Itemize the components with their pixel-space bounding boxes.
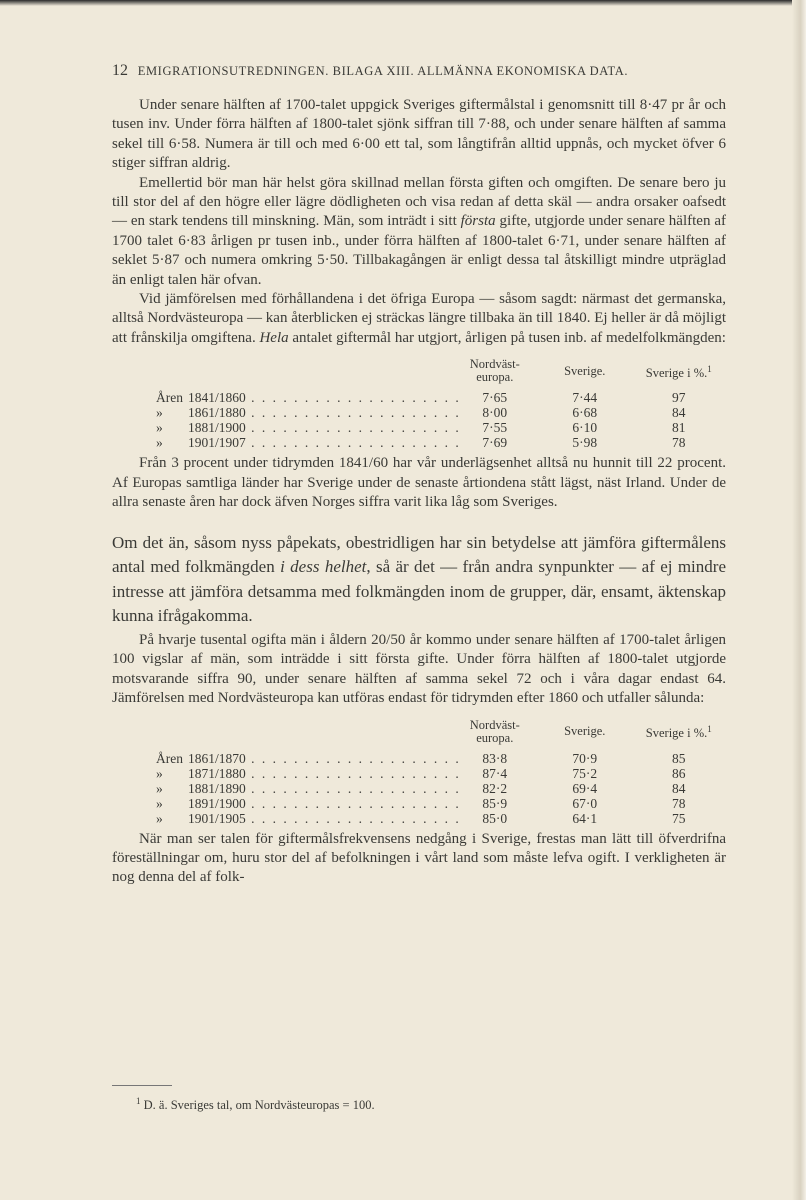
page-edge-top [0,0,806,6]
cell-sverige: 69·4 [572,780,598,796]
table2-body [156,751,717,826]
row-label: » [156,435,163,451]
footnote [136,1096,375,1113]
cell-nordvasteuropa: 7·55 [482,420,508,436]
paragraph-3-emphasis: Hela [259,329,289,346]
table-row [156,751,717,766]
page-number: 12 [112,62,128,79]
leader-dots: . . . . . . . . . . . . . . . . . . . . [245,390,461,406]
cell-sverige: 7·44 [572,390,598,406]
cell-sverige-pct: 85 [672,750,686,766]
row-period [156,435,461,450]
row-period [156,811,461,826]
cell-sverige-pct: 75 [672,810,686,826]
cell-sverige: 6·68 [572,405,598,421]
row-label: » [156,420,163,436]
table-row [156,766,717,781]
leader-dots: . . . . . . . . . . . . . . . . . . . . [245,435,461,451]
table-row [156,405,717,420]
paragraph-2-text-a: Emellertid bör man här helst göra skillnad mellan första giften och omgiften. De senare bero ju till stor del af den högre eller lägre dödligheten och visa redan af detta skäl — andra orsaker oafsedt — en stark tendens till minskning. Män, som inträdt i sitt [112,174,726,230]
footnote-text: D. ä. Sveriges tal, om Nordvästeuropas = 100. [143,1098,375,1113]
table-row [156,435,717,450]
cell-sverige-pct: 84 [672,780,686,796]
paragraph-1: Under senare hälften af 1700-talet uppgick Sveriges giftermålstal i genomsnitt till 8·47 pr år och tusen inv. Under förra hälften af 1800-talet sjönk siffran till 7·88, och under senare hälften af samma sekel till 6·58. Numera är till och med 6·00 ett tal, som långtifrån alltid uppnås, och mycket öfver 6 stiger siffran aldrig. [112,97,726,172]
cell-sverige-pct: 81 [672,420,686,436]
cell-nordvasteuropa: 83·8 [482,750,508,766]
paragraph-2-text-b: gifte, utgjorde under senare hälften af 1700 talet 6·83 årligen pr tusen inb., under förra hälften af 1800-talet 6·71, under senare hälften af seklet 5·87 och numera omkring 5·50. Tillbakagången är enligt dessa tal åtskilligt mindre utpräglad än enligt talen här ofvan. [112,213,726,288]
row-years: 1861/1880 [188,405,246,421]
row-period [156,751,461,766]
cell-sverige: 6·10 [572,420,598,436]
paragraph-6: På hvarje tusental ogifta män i åldern 20/50 år kommo under senare hälften af 1700-talet årligen 100 vigslar af män, som inträdde i sitt första gifte. Under förra hälften af 1800-talet utgjorde motsvarande siffra 90, under senare hälften af samma sekel 72 och i våra dagar endast 64. Jämförelsen med Nordvästeuropa kan utföras endast för tidrymden efter 1860 och utfaller sålunda: [112,631,726,707]
row-years: 1891/1900 [188,795,246,811]
first-marriage-table [156,719,717,826]
leader-dots: . . . . . . . . . . . . . . . . . . . . [245,405,461,421]
row-period [156,420,461,435]
cell-nordvasteuropa: 87·4 [482,765,508,781]
row-period [156,781,461,796]
cell-sverige: 64·1 [572,810,598,826]
row-years: 1841/1860 [188,390,246,406]
row-years: 1901/1905 [188,810,246,826]
cell-sverige: 70·9 [572,750,598,766]
cell-sverige-pct: 86 [672,765,686,781]
leader-dots: . . . . . . . . . . . . . . . . . . . . [245,780,461,796]
row-label: » [156,765,163,781]
cell-nordvasteuropa: 7·69 [482,435,508,451]
cell-sverige-pct: 78 [672,795,686,811]
row-years: 1881/1890 [188,780,246,796]
cell-nordvasteuropa: 85·0 [482,810,508,826]
row-years: 1871/1880 [188,765,246,781]
footnote-rule [112,1085,172,1086]
leader-dots: . . . . . . . . . . . . . . . . . . . . [245,765,461,781]
paragraph-3-text-b: antalet giftermål har utgjort, årligen på tusen inb. af medelfolkmängden: [288,329,726,346]
cell-sverige-pct: 78 [672,435,686,451]
marriage-rate-table [156,358,717,450]
running-header [112,62,724,80]
paragraph-2 [112,174,726,290]
page-edge-right [792,0,806,1200]
cell-sverige-pct: 84 [672,405,686,421]
row-label: Åren [156,390,183,406]
table2-header-se: Sverige. [564,724,606,738]
row-years: 1861/1870 [188,750,246,766]
row-label: » [156,405,163,421]
leader-dots: . . . . . . . . . . . . . . . . . . . . [245,795,461,811]
paragraph-5 [112,531,726,629]
row-period [156,405,461,420]
table1-header-pct: Sverige i %.$^1$ [645,363,712,380]
paragraph-4: Från 3 procent under tidrymden 1841/60 har vår underlägsenhet alltså nu hunnit till 22 procent. Af Europas samtliga länder har Sverige under de senaste årtiondena stått lägst, näst Irland. Under de allra senaste åren har dock äfven Norges siffra varit lika låg som Sveriges. [112,455,726,511]
cell-nordvasteuropa: 7·65 [482,390,508,406]
paragraph-3-text-a: Vid jämförelsen med förhållandena i det öfriga Europa — såsom sagdt: närmast det germanska, alltså Nordvästeuropa — kan återblicken ej sträckas längre tillbaka än till 1840. Ej heller är då möjligt att frånskilja omgiftena. [112,291,726,346]
table1-header-nw: Nordväst-europa. [469,357,520,385]
table2-header-nw: Nordväst-europa. [469,717,520,745]
leader-dots: . . . . . . . . . . . . . . . . . . . . [245,810,461,826]
table1-header-se: Sverige. [564,363,606,378]
row-period [156,766,461,781]
page-body [112,96,726,888]
paragraph-5-emphasis: i dess helhet [280,557,367,577]
row-years: 1881/1900 [188,420,246,436]
cell-nordvasteuropa: 85·9 [482,795,508,811]
table-row [156,796,717,811]
row-years: 1901/1907 [188,435,246,451]
table-row [156,781,717,796]
cell-nordvasteuropa: 8·00 [482,405,508,421]
cell-sverige: 5·98 [572,435,598,451]
table-row [156,811,717,826]
cell-sverige: 67·0 [572,795,598,811]
table2-header-pct: Sverige i %.$^1$ [645,723,712,741]
paragraph-2-emphasis: första [460,213,496,230]
row-period [156,390,461,405]
row-label: » [156,780,163,796]
cell-sverige-pct: 97 [672,390,686,406]
table-row [156,390,717,405]
row-label: Åren [156,750,183,766]
footnote-marker: 1 [136,1096,141,1106]
table1-body [156,390,717,450]
paragraph-7: När man ser talen för giftermålsfrekvensens nedgång i Sverige, frestas man lätt till öfverdrifna föreställningar om, huru stor del af befolkningen i vårt land som måste lefva ogift. I verkligheten är nog denna del af folk- [112,830,726,886]
table-row [156,420,717,435]
leader-dots: . . . . . . . . . . . . . . . . . . . . [245,750,461,766]
paragraph-3 [112,290,726,348]
paragraph-5-text-a: Om det än, såsom nyss påpekats, obestridligen har sin betydelse att jämföra giftermålens antal med folkmängden [112,532,726,577]
running-title: EMIGRATIONSUTREDNINGEN. BILAGA XIII. ALLMÄNNA EKONOMISKA DATA. [137,64,629,78]
cell-nordvasteuropa: 82·2 [482,780,508,796]
row-label: » [156,795,163,811]
row-period [156,796,461,811]
row-label: » [156,810,163,826]
cell-sverige: 75·2 [572,765,598,781]
leader-dots: . . . . . . . . . . . . . . . . . . . . [245,420,461,436]
paragraph-5-text-b: , så är det — från andra synpunkter — af ej mindre intresse att jämföra detsamma med folkmängden inom de grupper, där, ensamt, äktenskap kunna ifrågakomma. [112,557,726,626]
